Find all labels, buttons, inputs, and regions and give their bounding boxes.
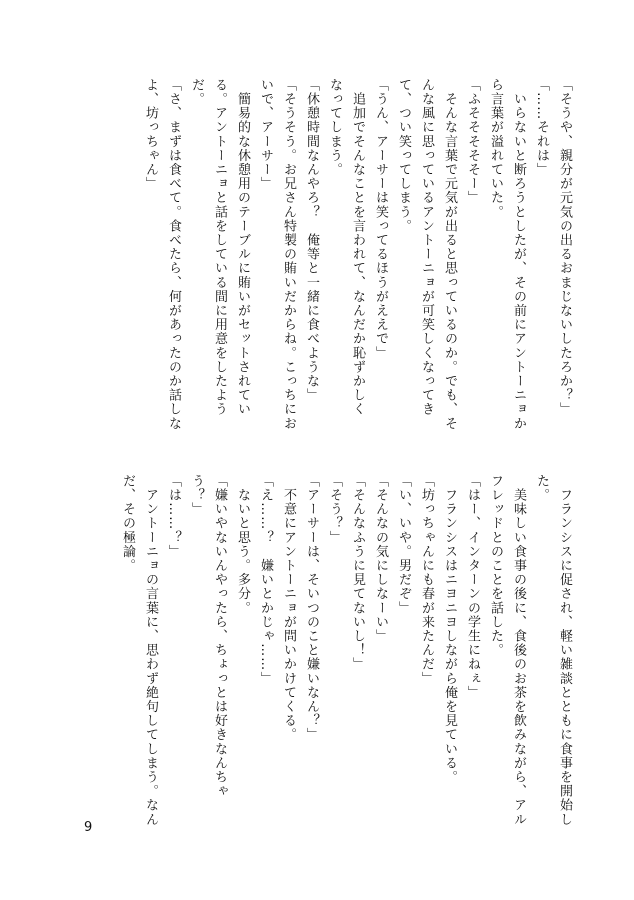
text-line: 美味しい食事の後に、食後のお茶を飲みながら、アル xyxy=(511,474,526,827)
upper-text-block xyxy=(139,78,576,468)
text-line: 不意にアントーニョが問いかけてくる。 xyxy=(281,474,296,742)
text-line: ないと思う。多分。 xyxy=(235,474,250,615)
text-line: 「さ、まずは食べて。食べたら、何があったのか話しな xyxy=(166,78,181,431)
text-line: フランシスはニヨニヨしながら俺を見ている。 xyxy=(442,474,457,785)
text-line: いらないと断ろうとしたが、その前にアントーニョか xyxy=(511,78,526,431)
text-line: 「そんなの気にしなーい」 xyxy=(373,474,388,644)
text-line: 簡易的な休憩用のテーブルに賄いがセットされてい xyxy=(235,78,250,417)
text-line: 「休憩時間なんやろ？ 俺等と一緒に食べような」 xyxy=(304,78,319,403)
text-line: だ。 xyxy=(189,78,204,107)
text-line: いで、アーサー」 xyxy=(258,78,273,191)
text-line: 「嫌いやないんやったら、ちょっとは好きなんちゃ xyxy=(212,474,227,799)
text-line: だ、その極論。 xyxy=(120,474,135,573)
text-line: 「は……？」 xyxy=(166,474,181,559)
text-line: 「うん、アーサーは笑ってるほうがええで」 xyxy=(373,78,388,360)
text-line: 「そうや、親分が元気の出るおまじないしたろか？」 xyxy=(557,78,572,417)
page-number: 9 xyxy=(84,820,93,835)
text-line: フランシスに促され、軽い雑談とともに食事を開始し xyxy=(557,474,572,827)
text-line: なってしまう。 xyxy=(327,78,342,177)
text-line: 「坊っちゃんにも春が来たんだ」 xyxy=(419,474,434,686)
text-line: 「そうそう。お兄さん特製の賄いだからね。こっちにお xyxy=(281,78,296,431)
text-line: る。アントーニョと話をしている間に用意をしたよう xyxy=(212,78,227,417)
text-line: そんな言葉で元気が出ると思っているのか。でも、そ xyxy=(442,78,457,431)
text-line: 「……それは」 xyxy=(534,78,549,177)
text-line: う？」 xyxy=(189,474,204,517)
text-line: アントーニョの言葉に、思わず絶句してしまう。なん xyxy=(143,474,158,827)
text-line: よ、坊っちゃん」 xyxy=(143,78,158,191)
text-line: 「え……？ 嫌いとかじゃ……」 xyxy=(258,474,273,686)
text-line: 「アーサーは、そいつのこと嫌いなん？」 xyxy=(304,474,319,742)
text-line: 「そう？」 xyxy=(327,474,342,545)
text-line: 追加でそんなことを言われて、なんだか恥ずかしく xyxy=(350,78,365,417)
text-line: んな風に思っているアントーニョが可笑しくなってき xyxy=(419,78,434,417)
text-line: 「ふそそそそそー」 xyxy=(465,78,480,205)
lower-text-block xyxy=(116,474,576,827)
text-line: 「はー、インターンの学生にねぇ」 xyxy=(465,474,480,700)
text-line: 「い、いや。男だぞ」 xyxy=(396,474,411,615)
text-line: 「そんなふうに見てないし！」 xyxy=(350,474,365,672)
text-line: ら言葉が溢れていた。 xyxy=(488,78,503,219)
text-line: た。 xyxy=(534,474,549,503)
text-line: て、つい笑ってしまう。 xyxy=(396,78,411,234)
text-line: フレッドとのことを話した。 xyxy=(488,474,503,658)
